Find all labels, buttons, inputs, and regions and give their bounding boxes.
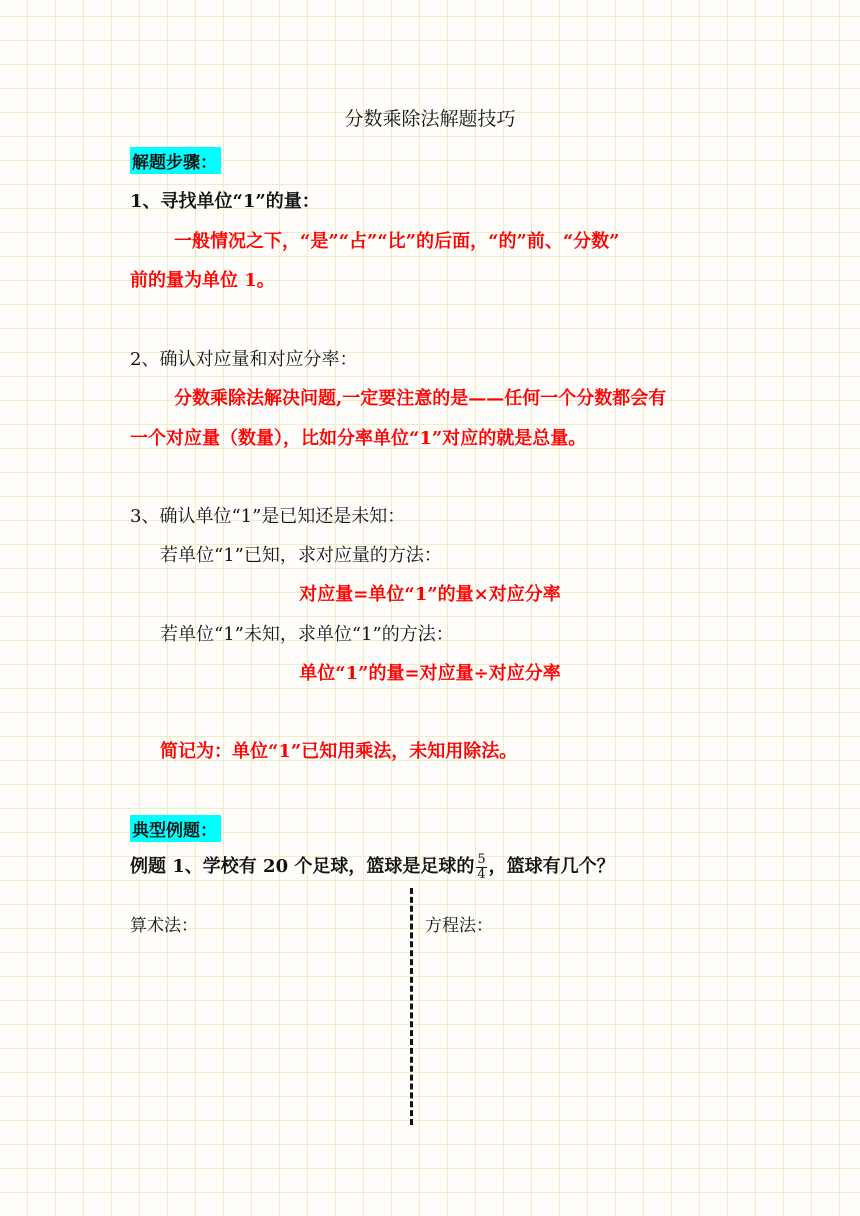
dashed-divider [410,888,413,1125]
example1-text-before: 例题 1、学校有 20 个足球，篮球是足球的 [130,856,475,877]
page-title: 分数乘除法解题技巧 [344,108,516,130]
example1-fraction [476,853,486,882]
step3-known-formula: 对应量=单位“1”的量×对应分率 [299,584,561,605]
step3-unknown-formula: 单位“1”的量=对应量÷对应分率 [299,663,561,684]
section-heading-examples: 典型例题： [130,815,221,842]
step1-text-line2: 前的量为单位 1。 [130,270,275,291]
step1-text-line1: 一般情况之下，“是”“占”“比”的后面，“的”前、“分数” [174,231,620,252]
step1-heading: 1、寻找单位“1”的量： [130,191,320,212]
method-equation-label: 方程法： [425,916,493,936]
step3-unknown-case: 若单位“1”未知，求单位“1”的方法： [160,624,454,645]
fraction-denominator: 4 [477,866,486,882]
example1-text-after: ，篮球有几个？ [488,856,615,877]
step2-heading: 2、确认对应量和对应分率： [130,349,358,370]
method-arithmetic-label: 算术法： [130,916,198,936]
step2-text-line1: 分数乘除法解决问题,一定要注意的是——任何一个分数都会有 [174,388,667,409]
step3-heading: 3、确认单位“1”是已知还是未知： [130,506,406,527]
example1-question [130,852,615,882]
step2-text-line2: 一个对应量（数量），比如分率单位“1”对应的就是总量。 [130,428,587,449]
section-heading-steps: 解题步骤： [130,147,221,174]
fraction-numerator: 5 [477,851,486,867]
step3-known-case: 若单位“1”已知，求对应量的方法： [160,545,442,566]
step3-summary: 简记为：单位“1”已知用乘法，未知用除法。 [160,741,518,762]
